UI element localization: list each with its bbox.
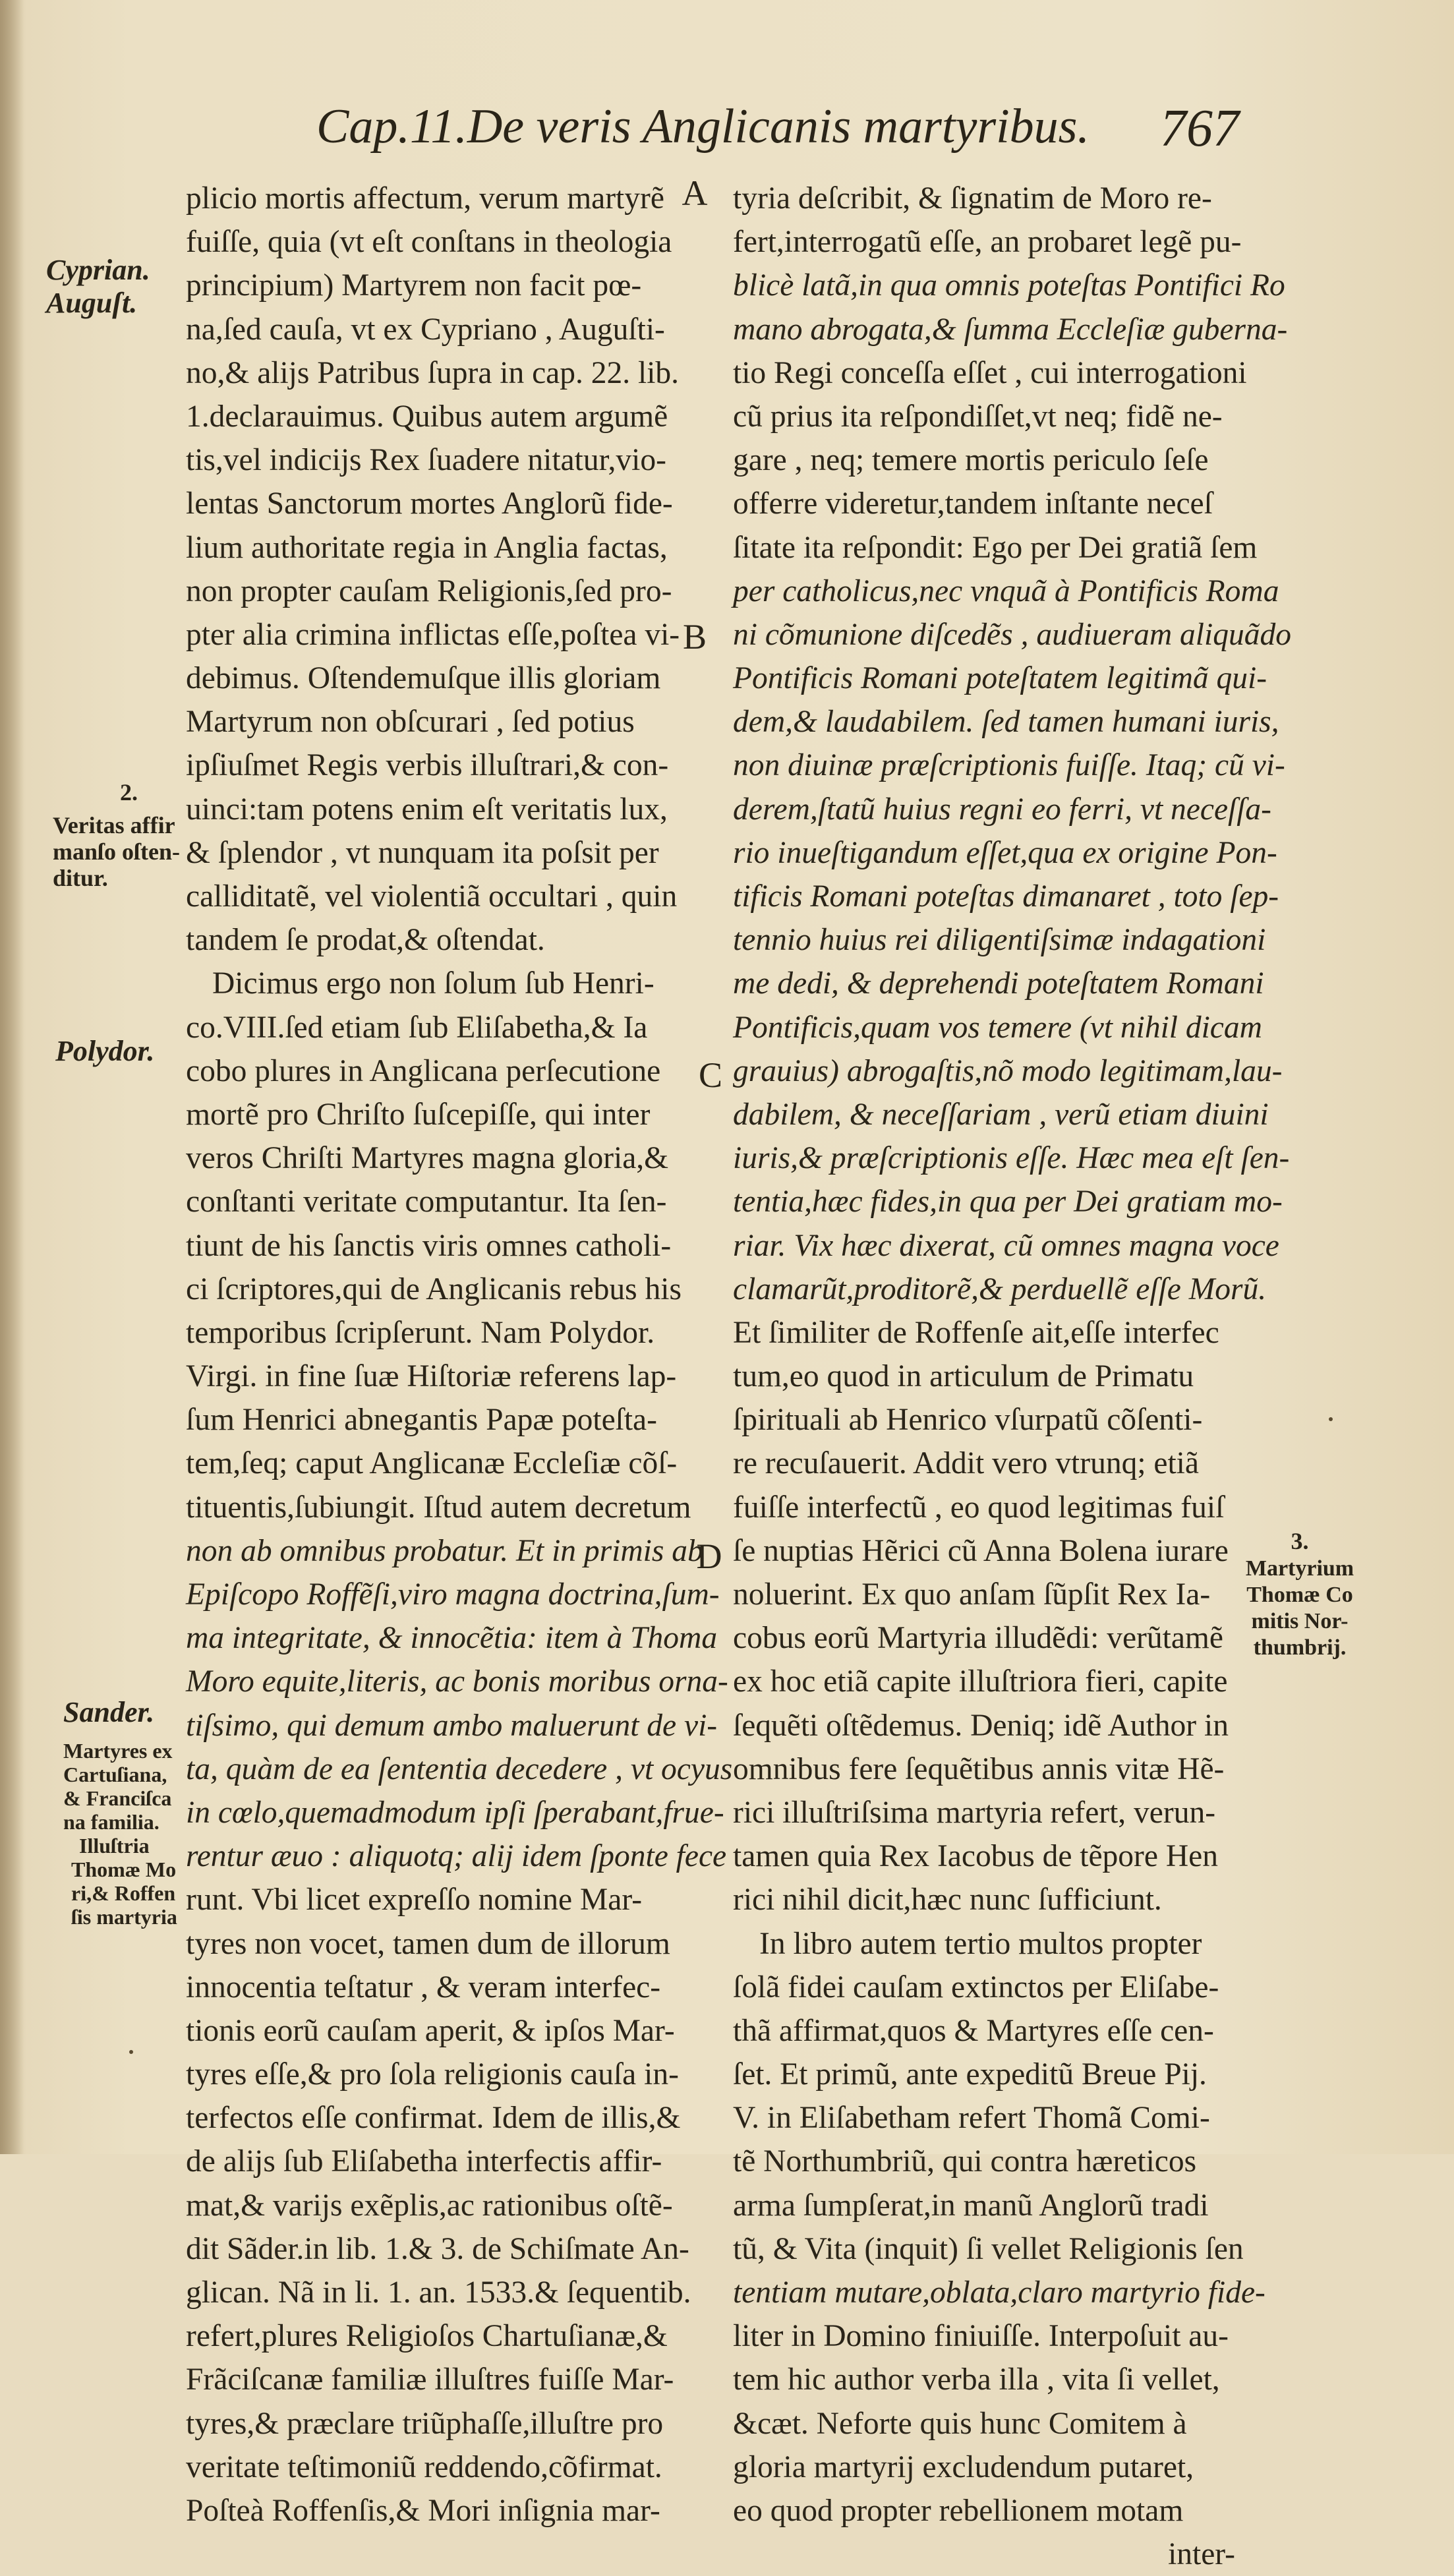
margin-note-line: Thomæ Mo bbox=[71, 1858, 177, 1881]
margin-note-line: Martyres ex bbox=[63, 1739, 173, 1763]
text-line: non propter cauſam Religionis,ſed pro- bbox=[186, 573, 672, 608]
margin-note-line: na familia. bbox=[63, 1810, 160, 1834]
text-line: cobus eorũ Martyria illudẽdi: verũtamẽ bbox=[733, 1621, 1223, 1656]
text-line: mortẽ pro Chriſto ſuſcepiſſe, qui inter bbox=[186, 1097, 651, 1132]
text-line: rici nihil dicit,hæc nunc ſufficiunt. bbox=[733, 1883, 1162, 1917]
text-line: riar. Vix hæc dixerat, cũ omnes magna voce bbox=[733, 1228, 1279, 1263]
text-line: liter in Domino finiuiſſe. Interpoſuit au- bbox=[733, 2319, 1229, 2354]
text-line: cũ prius ita reſpondiſſet,vt neq; fidẽ ne- bbox=[733, 399, 1223, 434]
margin-note-line: ri,& Roffen bbox=[71, 1881, 176, 1905]
text-line: grauius) abrogaſtis,nõ modo legitimam,lau- bbox=[733, 1053, 1283, 1088]
text-line: tyres eſſe,& pro ſola religionis cauſa in- bbox=[186, 2057, 679, 2092]
margin-note-number-3: 3. bbox=[1291, 1528, 1309, 1554]
text-line: co.VIII.ſed etiam ſub Eliſabetha,& Ia bbox=[186, 1010, 648, 1045]
left-column bbox=[186, 177, 733, 2532]
text-line: conſtanti veritate computantur. Ita ſen- bbox=[186, 1185, 667, 1219]
text-line: refert,plures Religioſos Chartuſianæ,& bbox=[186, 2319, 668, 2354]
text-line: rentur æuo : aliquotq; alij idem ſponte fece bbox=[186, 1839, 727, 1874]
text-line: Dicimus ergo non ſolum ſub Henri- bbox=[212, 966, 654, 1001]
margin-note-line: ſis martyria bbox=[71, 1905, 177, 1929]
margin-note-line: Martyrium bbox=[1245, 1556, 1354, 1581]
text-line: dit Sãder.in lib. 1.& 3. de Schiſmate An- bbox=[186, 2231, 689, 2266]
margin-note-august: Auguſt. bbox=[46, 287, 138, 319]
text-line: cobo plures in Anglicana perſecutione bbox=[186, 1053, 661, 1088]
text-line: tem hic author verba illa , vita ſi vellet, bbox=[733, 2362, 1220, 2397]
text-line: uinci:tam potens enim eſt veritatis lux, bbox=[186, 792, 668, 827]
text-line: tũ, & Vita (inquit) ſi vellet Religionis ſen bbox=[733, 2231, 1244, 2266]
text-line: tyria deſcribit, & ſignatim de Moro re- bbox=[733, 181, 1212, 216]
text-line: ni cõmunione diſcedẽs , audiueram aliquãdo bbox=[733, 617, 1291, 652]
text-line: terfectos eſſe confirmat. Idem de illis,& bbox=[186, 2101, 681, 2136]
text-line: dem,& laudabilem. ſed tamen humani iuris, bbox=[733, 705, 1279, 740]
text-line: no,& alijs Patribus ſupra in cap. 22. lib. bbox=[186, 355, 680, 390]
margin-note-line: & Franciſca bbox=[63, 1786, 172, 1810]
text-line: principium) Martyrem non facit pœ- bbox=[186, 268, 642, 303]
text-line: gare , neq; temere mortis periculo ſeſe bbox=[733, 443, 1209, 478]
text-line: non diuinæ præſcriptionis fuiſſe. Itaq; cũ vi- bbox=[733, 748, 1285, 783]
text-line: temporibus ſcripſerunt. Nam Polydor. bbox=[186, 1315, 655, 1350]
text-line: ipſiuſmet Regis verbis illuſtrari,& con- bbox=[186, 748, 669, 783]
text-line: ta, quàm de ea ſententia decedere , vt ocyus bbox=[186, 1751, 733, 1786]
text-line: lium authoritate regia in Anglia factas, bbox=[186, 530, 668, 565]
text-line: lentas Sanctorum mortes Anglorũ fide- bbox=[186, 486, 673, 521]
text-line: ſpirituali ab Henrico vſurpatũ cõſenti- bbox=[733, 1403, 1203, 1438]
margin-note-line: thumbrij. bbox=[1253, 1635, 1347, 1660]
text-line: innocentia teſtatur , & veram interfec- bbox=[186, 1970, 661, 2005]
section-letter-d: D bbox=[696, 1537, 722, 1576]
text-line: noluerint. Ex quo anſam ſũpſit Rex Ia- bbox=[733, 1577, 1211, 1612]
text-line: arma ſumpſerat,in manũ Anglorũ tradi bbox=[733, 2188, 1209, 2223]
text-line: in cœlo,quemadmodum ipſi ſperabant,frue- bbox=[186, 1795, 724, 1830]
text-line: tandem ſe prodat,& oſtendat. bbox=[186, 923, 545, 958]
margin-note-line: Thomæ Co bbox=[1246, 1583, 1353, 1607]
text-line: In libro autem tertio multos propter bbox=[759, 1926, 1202, 1961]
text-line: tem,ſeq; caput Anglicanæ Eccleſiæ cõſ- bbox=[186, 1446, 678, 1481]
ink-speck bbox=[129, 2050, 133, 2054]
text-line: derem,ſtatũ huius regni eo ferri, vt neceſſa- bbox=[733, 792, 1271, 827]
text-line: calliditatẽ, vel violentiã occultari , quin bbox=[186, 879, 678, 914]
text-line: ſum Henrici abnegantis Papæ poteſta- bbox=[186, 1403, 657, 1438]
text-line: Martyrum non obſcurari , ſed potius bbox=[186, 705, 635, 740]
text-line: Pontificis,quam vos temere (vt nihil dicam bbox=[733, 1010, 1262, 1045]
text-line: tituentis,ſubiungit. Iſtud autem decretum bbox=[186, 1490, 691, 1525]
section-letter-a: A bbox=[682, 173, 708, 213]
text-line: tẽ Northumbriũ, qui contra hæreticos bbox=[733, 2144, 1197, 2179]
text-line: V. in Eliſabetham refert Thomã Comi- bbox=[733, 2101, 1210, 2136]
text-line: clamarũt,proditorẽ,& perduellẽ eſſe Morũ. bbox=[733, 1272, 1267, 1306]
text-line: Et ſimiliter de Roffenſe ait,eſſe interfec bbox=[733, 1315, 1219, 1350]
text-line: 1.declarauimus. Quibus autem argumẽ bbox=[186, 399, 668, 434]
text-line: tiunt de his ſanctis viris omnes catholi- bbox=[186, 1228, 672, 1263]
text-line: me dedi, & deprehendi poteſtatem Romani bbox=[733, 966, 1264, 1001]
text-line: blicè latã,in qua omnis poteſtas Pontifici Ro bbox=[733, 268, 1285, 303]
margin-note-line: Illuſtria bbox=[79, 1834, 150, 1858]
text-line: ſequẽti oſtẽdemus. Deniq; idẽ Author in bbox=[733, 1708, 1229, 1743]
page-number: 767 bbox=[1160, 100, 1239, 158]
text-line: Poſteà Roffenſis,& Mori inſignia mar- bbox=[186, 2493, 660, 2528]
text-line: tyres non vocet, tamen dum de illorum bbox=[186, 1926, 670, 1961]
text-line: tionis eorũ cauſam aperit, & ipſos Mar- bbox=[186, 2013, 675, 2048]
text-line: ma integritate, & innocẽtia: item à Thoma bbox=[186, 1621, 718, 1656]
text-line: ſe nuptias Hẽrici cũ Anna Bolena iurare bbox=[733, 1533, 1229, 1568]
margin-note-veritas bbox=[53, 812, 198, 891]
margin-note-sander: Sander. bbox=[63, 1696, 155, 1728]
text-line: veritate teſtimoniũ reddendo,cõfirmat. bbox=[186, 2449, 662, 2484]
text-line: ex hoc etiã capite illuſtriora fieri, capite bbox=[733, 1664, 1228, 1699]
text-line: Frãciſcanæ familiæ illuſtres fuiſſe Mar- bbox=[186, 2362, 674, 2397]
text-line: rici illuſtriſsima martyria refert, verun- bbox=[733, 1795, 1216, 1830]
text-line: mat,& varijs exẽplis,ac rationibus oſtẽ- bbox=[186, 2188, 673, 2223]
text-line: tis,vel indicijs Rex ſuadere nitatur,vio- bbox=[186, 443, 666, 478]
text-line: Pontificis Romani poteſtatem legitimã qui- bbox=[733, 661, 1267, 696]
text-line: na,ſed cauſa, vt ex Cypriano , Auguſti- bbox=[186, 312, 665, 347]
margin-note-line: manſo oſten- bbox=[53, 838, 180, 865]
margin-note-number-2: 2. bbox=[120, 779, 138, 805]
section-letter-c: C bbox=[698, 1055, 723, 1095]
text-line: tificis Romani poteſtas dimanaret , toto ſep- bbox=[733, 879, 1279, 914]
text-line: plicio mortis affectum, verum martyrẽ bbox=[186, 181, 664, 216]
margin-note-line: ditur. bbox=[53, 865, 108, 891]
text-line: ſet. Et primũ, ante expeditũ Breue Pij. bbox=[733, 2057, 1207, 2092]
text-line: tum,eo quod in articulum de Primatu bbox=[733, 1359, 1194, 1394]
running-title: Cap.11.De veris Anglicanis martyribus. bbox=[316, 100, 1090, 154]
gutter-shadow bbox=[0, 0, 24, 2154]
text-line: mano abrogata,& ſumma Eccleſiæ guberna- bbox=[733, 312, 1288, 347]
margin-note-line: Veritas affir bbox=[53, 812, 175, 838]
text-line: rio inueſtigandum eſſet,qua ex origine Pon- bbox=[733, 835, 1277, 870]
ink-speck bbox=[1329, 1417, 1333, 1421]
text-line: & ſplendor , vt nunquam ita poſsit per bbox=[186, 835, 659, 870]
text-line: fuiſſe interfectũ , eo quod legitimas fuiſ bbox=[733, 1490, 1225, 1525]
text-line: gloria martyrij excludendum putaret, bbox=[733, 2449, 1194, 2484]
text-line: de alijs ſub Eliſabetha interfectis affir- bbox=[186, 2144, 662, 2179]
text-line: per catholicus,nec vnquã à Pontificis Roma bbox=[733, 573, 1279, 608]
text-line: runt. Vbi licet expreſſo nomine Mar- bbox=[186, 1883, 643, 1917]
text-line: Moro equite,literis, ac bonis moribus orna- bbox=[186, 1664, 728, 1699]
text-line: tio Regi conceſſa eſſet , cui interrogationi bbox=[733, 355, 1247, 390]
margin-note-thomas bbox=[1234, 1556, 1366, 1661]
text-line: re recuſauerit. Addit vero vtrunq; etiã bbox=[733, 1446, 1199, 1481]
text-line: tyres,& præclare triũphaſſe,illuſtre pro bbox=[186, 2406, 664, 2441]
text-line: tennio huius rei diligentiſsimæ indagationi bbox=[733, 923, 1266, 958]
text-line: Epiſcopo Roffẽſi,viro magna doctrina,ſum- bbox=[186, 1577, 720, 1612]
margin-note-cyprian: Cyprian. bbox=[46, 254, 150, 286]
text-line: &cæt. Neforte quis hunc Comitem à bbox=[733, 2406, 1187, 2441]
text-line: ſitate ita reſpondit: Ego per Dei gratiã ſem bbox=[733, 530, 1258, 565]
text-line: fuiſſe, quia (vt eſt conſtans in theologia bbox=[186, 225, 672, 260]
text-line: fert,interrogatũ eſſe, an probaret legẽ pu- bbox=[733, 225, 1242, 260]
text-line: tentia,hæc fides,in qua per Dei gratiam mo- bbox=[733, 1185, 1283, 1219]
section-letter-b: B bbox=[682, 617, 707, 657]
catchword: inter- bbox=[1168, 2537, 1235, 2572]
text-line: non ab omnibus probatur. Et in primis ab bbox=[186, 1533, 703, 1568]
text-line: thã affirmat,quos & Martyres eſſe cen- bbox=[733, 2013, 1214, 2048]
text-line: tentiam mutare,oblata,claro martyrio fide- bbox=[733, 2275, 1265, 2310]
text-line: iuris,& præſcriptionis eſſe. Hæc mea eſt ſen- bbox=[733, 1141, 1290, 1176]
text-line: ſolã fidei cauſam extinctos per Eliſabe- bbox=[733, 1970, 1219, 2005]
text-line: ci ſcriptores,qui de Anglicanis rebus his bbox=[186, 1272, 682, 1306]
text-line: glican. Nã in li. 1. an. 1533.& ſequentib. bbox=[186, 2275, 691, 2310]
text-line: tiſsimo, qui demum ambo maluerunt de vi- bbox=[186, 1708, 718, 1743]
margin-note-line: Cartuſiana, bbox=[63, 1763, 167, 1786]
text-line: omnibus fere ſequẽtibus annis vitæ Hẽ- bbox=[733, 1751, 1225, 1786]
text-line: veros Chriſti Martyres magna gloria,& bbox=[186, 1141, 669, 1176]
text-line: dabilem, & neceſſariam , verũ etiam diuini bbox=[733, 1097, 1269, 1132]
text-line: offerre videretur,tandem inſtante neceſ bbox=[733, 486, 1213, 521]
text-line: Virgi. in fine ſuæ Hiſtoriæ referens lap- bbox=[186, 1359, 677, 1394]
text-line: debimus. Oſtendemuſque illis gloriam bbox=[186, 661, 661, 696]
text-line: eo quod propter rebellionem motam bbox=[733, 2493, 1184, 2528]
text-line: tamen quia Rex Iacobus de tẽpore Hen bbox=[733, 1839, 1218, 1874]
margin-note-polydor: Polydor. bbox=[55, 1035, 155, 1067]
margin-note-line: mitis Nor- bbox=[1251, 1609, 1349, 1633]
text-line: pter alia crimina inflictas eſſe,poſtea vi- bbox=[186, 617, 680, 652]
right-column bbox=[733, 177, 1291, 2576]
